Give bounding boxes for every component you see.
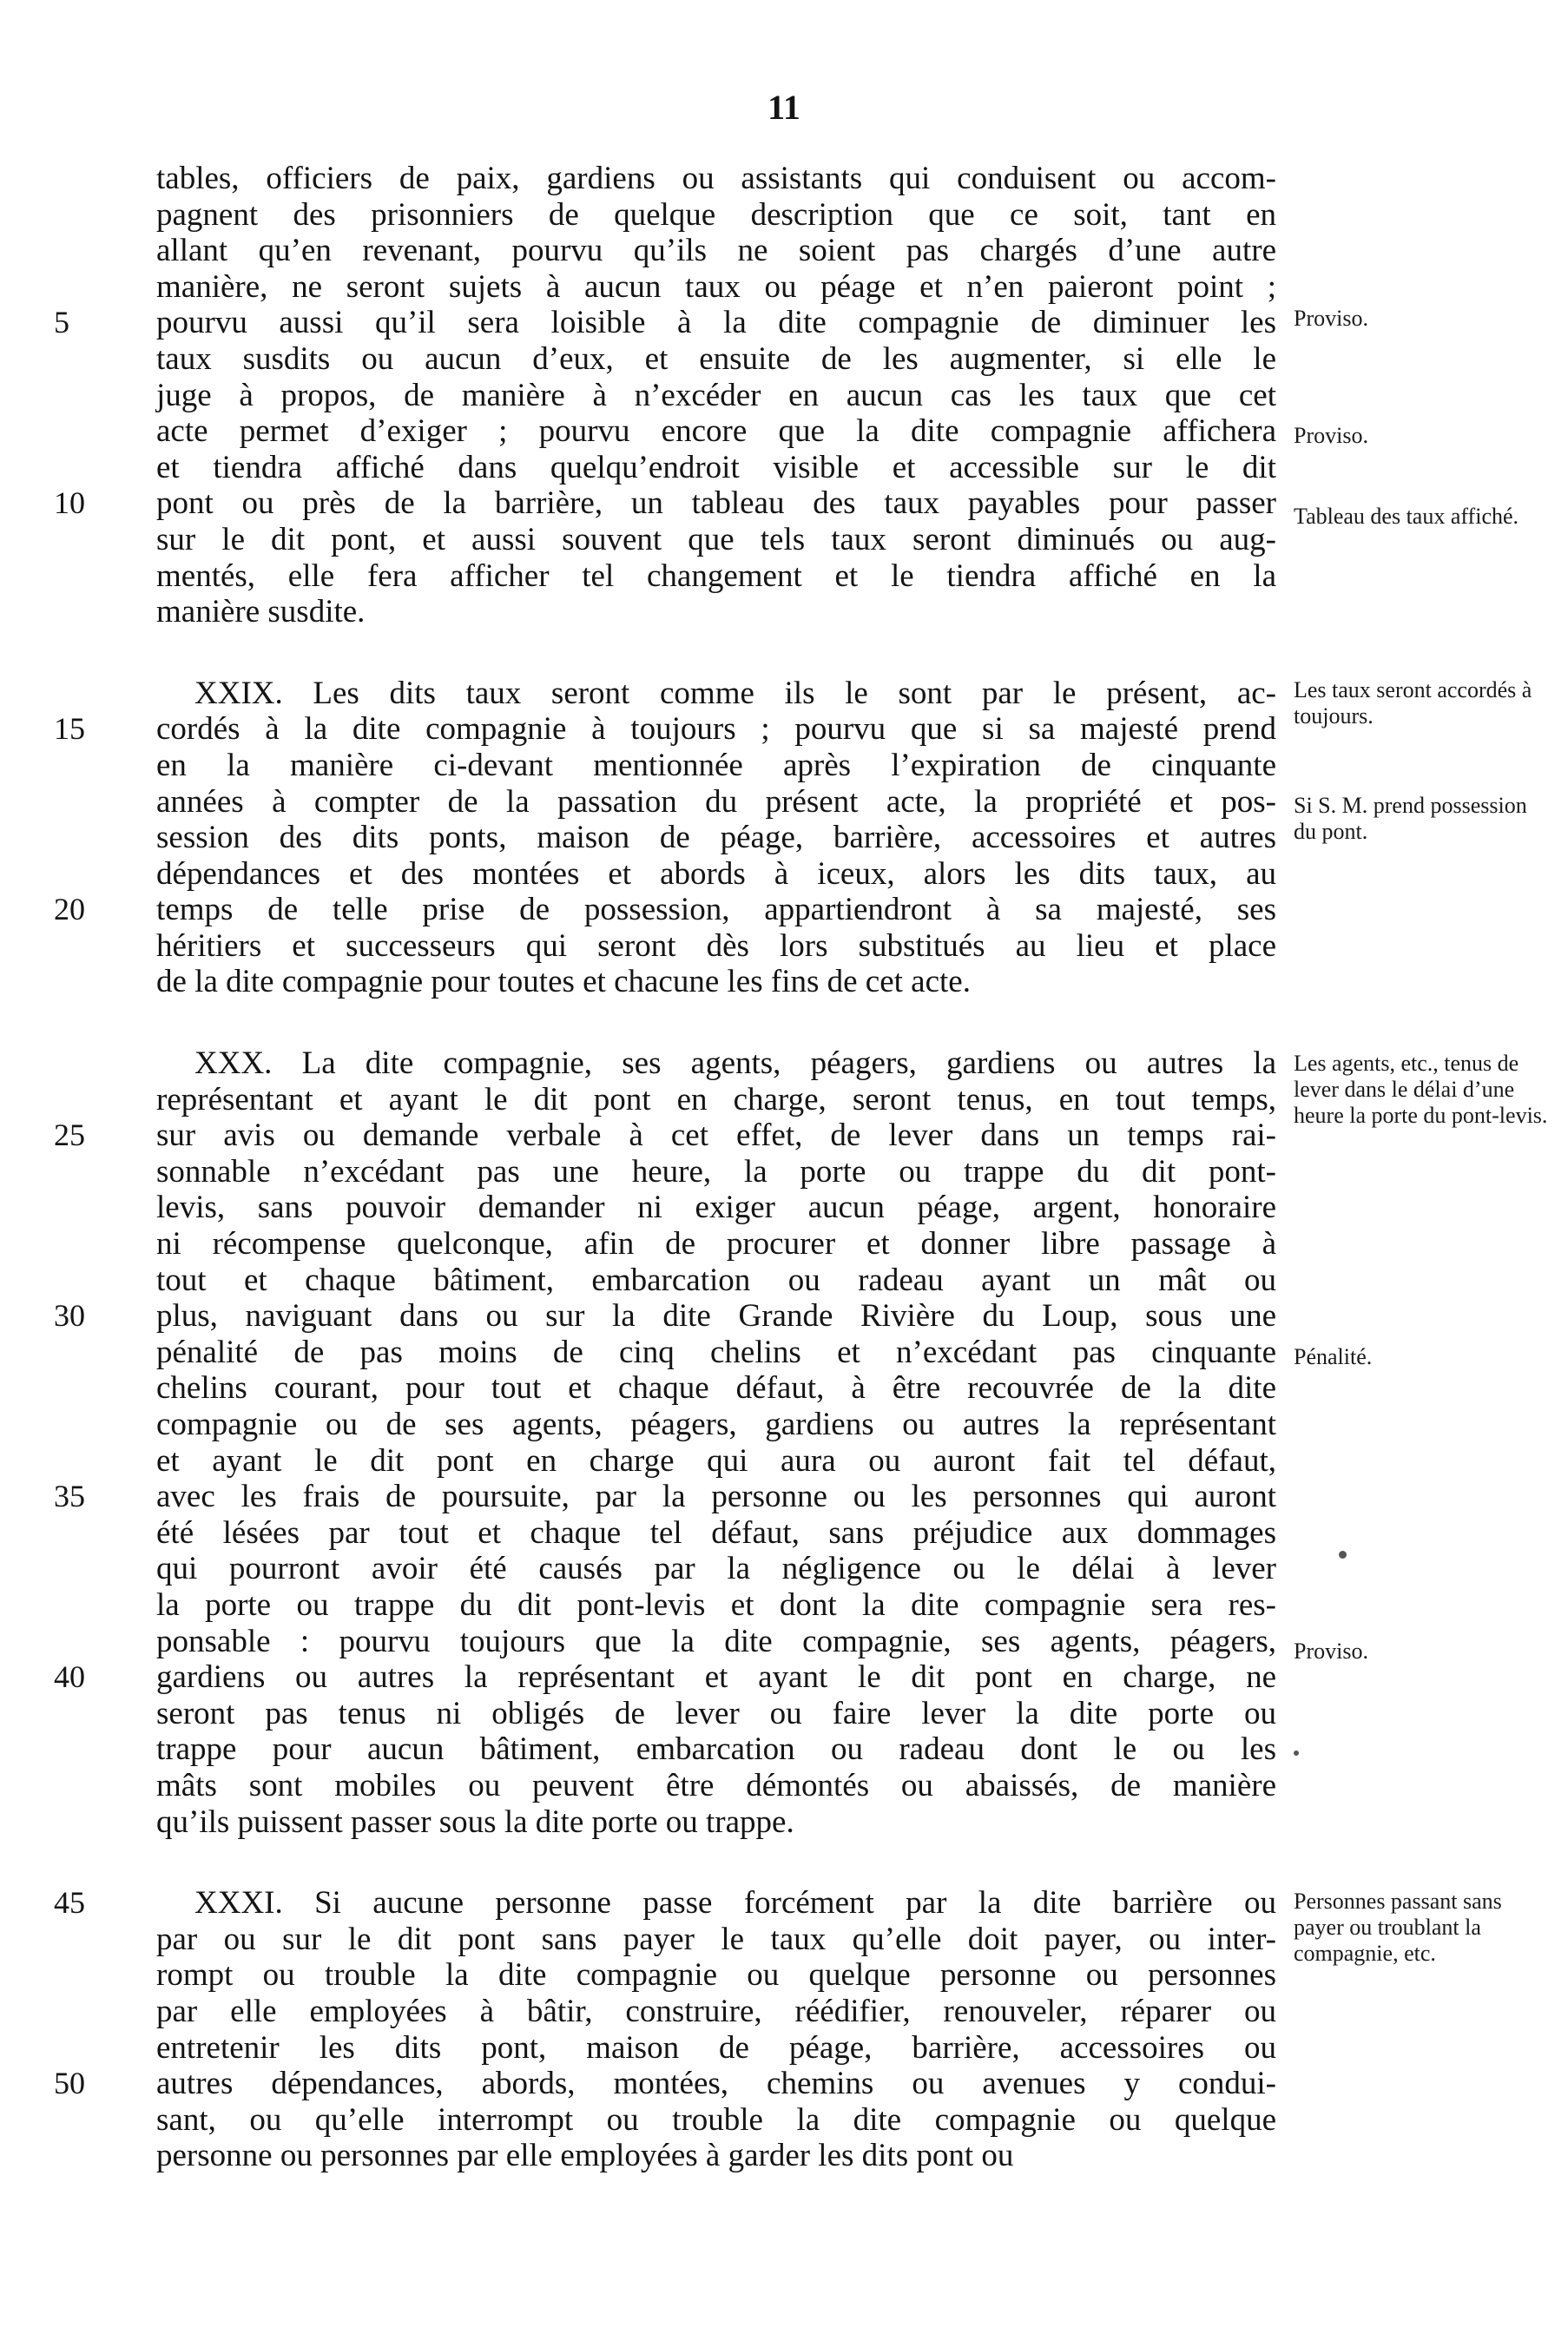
text-line <box>156 1994 1276 2030</box>
margin-note: Si S. M. prend possession du pont. <box>1294 793 1527 844</box>
line-number: 5 <box>54 305 69 340</box>
margin-note: Proviso. <box>1294 423 1368 448</box>
line-text: chelins courant, pour tout et chaque défaut, à être recouvrée de la dite <box>156 1370 1276 1407</box>
margin-note: Proviso. <box>1294 306 1368 331</box>
text-line <box>54 711 1276 748</box>
line-number: 35 <box>54 1479 85 1514</box>
paragraph <box>54 1885 1276 2174</box>
line-text: en la manière ci-devant mentionnée après l’expiration de cinquante <box>156 747 1276 783</box>
line-text: XXX. La dite compagnie, ses agents, péagers, gardiens ou autres la <box>194 1045 1276 1082</box>
line-text: personne ou personnes par elle employées à garder les dits pont ou <box>156 2138 1014 2174</box>
line-number: 30 <box>54 1298 85 1334</box>
line-text: qu’ils puissent passer sous la dite porte ou trappe. <box>156 1803 794 1840</box>
text-line <box>54 892 1276 928</box>
text-line <box>156 1731 1276 1768</box>
text-line <box>156 1407 1276 1443</box>
text-line <box>156 269 1276 306</box>
line-text: et tiendra affiché dans quelqu’endroit visible et accessible sur le dit <box>156 449 1276 485</box>
line-text: gardiens ou autres la représentant et ayant le dit pont en charge, ne <box>156 1659 1276 1696</box>
line-text: allant qu’en revenant, pourvu qu’ils ne soient pas chargés d’une autre <box>156 233 1276 269</box>
line-text: session des dits ponts, maison de péage, barrière, accessoires et autres <box>156 820 1276 856</box>
text-line <box>156 1551 1276 1587</box>
text-line <box>156 413 1276 450</box>
paragraph <box>54 675 1276 1000</box>
text-line <box>54 1885 1276 1922</box>
text-line <box>156 676 1276 712</box>
text-line <box>156 1804 1276 1841</box>
line-number: 10 <box>54 485 85 521</box>
text-line <box>156 1190 1276 1226</box>
text-line <box>156 1587 1276 1624</box>
text-line <box>54 1118 1276 1154</box>
line-text: années à compter de la passation du présent acte, la propriété et pos- <box>156 783 1276 820</box>
line-text: sur le dit pont, et aussi souvent que tels taux seront diminués ou aug- <box>156 521 1276 557</box>
text-line <box>156 1154 1276 1190</box>
line-text: et ayant le dit pont en charge qui aura ou auront fait tel défaut, <box>156 1442 1276 1479</box>
line-text: par ou sur le dit pont sans payer le taux qu’elle doit payer, ou inter- <box>156 1921 1276 1957</box>
text-line <box>156 1335 1276 1371</box>
line-text: entretenir les dits pont, maison de péage, barrière, accessoires ou <box>156 2029 1276 2066</box>
text-line <box>156 1696 1276 1732</box>
text-line <box>156 2030 1276 2067</box>
text-line <box>156 378 1276 414</box>
text-line <box>54 1298 1276 1335</box>
text-line <box>156 161 1276 197</box>
line-text: autres dépendances, abords, montées, chemins ou avenues y condui- <box>156 2066 1276 2102</box>
line-text: pagnent des prisonniers de quelque description que ce soit, tant en <box>156 196 1276 233</box>
line-number: 20 <box>54 892 85 927</box>
line-text: tout et chaque bâtiment, embarcation ou radeau ayant un mât ou <box>156 1262 1276 1298</box>
line-text: qui pourront avoir été causés par la négligence ou le délai à lever <box>156 1551 1276 1587</box>
line-text: XXXI. Si aucune personne passe forcément par la dite barrière ou <box>194 1885 1276 1922</box>
line-text: sur avis ou demande verbale à cet effet, de lever dans un temps rai- <box>156 1118 1276 1154</box>
text-line <box>156 748 1276 784</box>
paragraph <box>54 161 1276 630</box>
line-text: ni récompense quelconque, afin de procurer et donner libre passage à <box>156 1226 1276 1263</box>
line-text: été lésées par tout et chaque tel défaut, sans préjudice aux dommages <box>156 1514 1276 1551</box>
text-line <box>156 558 1276 595</box>
line-text: levis, sans pouvoir demander ni exiger aucun péage, argent, honoraire <box>156 1190 1276 1226</box>
line-text: juge à propos, de manière à n’excéder en aucun cas les taux que cet <box>156 377 1276 413</box>
line-text: rompt ou trouble la dite compagnie ou quelque personne ou personnes <box>156 1957 1276 1994</box>
text-line <box>156 197 1276 234</box>
line-text: trappe pour aucun bâtiment, embarcation ou radeau dont le ou les <box>156 1731 1276 1768</box>
text-line <box>156 964 1276 1000</box>
line-text: pénalité de pas moins de cinq chelins et n’excédant pas cinquante <box>156 1334 1276 1370</box>
line-text: pont ou près de la barrière, un tableau des taux payables pour passer <box>156 485 1276 522</box>
margin-note: Personnes passant sans payer ou troublant la compagnie, etc. <box>1294 1889 1502 1966</box>
text-line <box>156 341 1276 378</box>
text-line <box>54 305 1276 341</box>
text-line <box>54 2066 1276 2102</box>
text-line <box>156 1370 1276 1407</box>
margin-note: Tableau des taux affiché. <box>1294 504 1519 529</box>
text-line <box>156 1624 1276 1660</box>
line-number: 40 <box>54 1659 85 1695</box>
line-text: avec les frais de poursuite, par la personne ou les personnes qui auront <box>156 1479 1276 1515</box>
line-text: compagnie ou de ses agents, péagers, gardiens ou autres la représentant <box>156 1407 1276 1442</box>
line-text: manière susdite. <box>156 594 366 630</box>
text-line <box>156 1226 1276 1263</box>
line-text: acte permet d’exiger ; pourvu encore que la dite compagnie affichera <box>156 413 1276 450</box>
line-text: dépendances et des montées et abords à iceux, alors les dits taux, au <box>156 855 1276 892</box>
line-text: ponsable : pourvu toujours que la dite compagnie, ses agents, péagers, <box>156 1623 1276 1659</box>
text-line <box>156 2102 1276 2139</box>
text-line <box>54 1659 1276 1696</box>
text-line <box>156 1957 1276 1994</box>
line-number: 45 <box>54 1885 85 1921</box>
margin-note: Proviso. <box>1294 1638 1368 1664</box>
line-number: 25 <box>54 1118 85 1153</box>
line-text: pourvu aussi qu’il sera loisible à la dite compagnie de diminuer les <box>156 305 1276 341</box>
text-line <box>54 485 1276 522</box>
text-line <box>156 1515 1276 1552</box>
text-line <box>156 1922 1276 1958</box>
margin-note: Les agents, etc., tenus de lever dans le délai d’une heure la porte du pont-levis. <box>1294 1051 1548 1128</box>
line-text: sant, ou qu’elle interrompt ou trouble la dite compagnie ou quelque <box>156 2101 1276 2138</box>
margin-note: Les taux seront accordés à toujours. <box>1294 677 1532 729</box>
line-text: représentant et ayant le dit pont en charge, seront tenus, en tout temps, <box>156 1081 1276 1118</box>
text-line <box>54 1479 1276 1515</box>
text-line <box>156 820 1276 856</box>
text-line <box>156 522 1276 558</box>
page-number: 11 <box>768 88 800 127</box>
line-number: 15 <box>54 711 85 747</box>
print-speck <box>1294 1750 1299 1756</box>
line-text: cordés à la dite compagnie à toujours ; pourvu que si sa majesté prend <box>156 711 1276 748</box>
text-line <box>156 1443 1276 1480</box>
text-line <box>156 1045 1276 1082</box>
line-text: manière, ne seront sujets à aucun taux ou péage et n’en paieront point ; <box>156 268 1276 305</box>
text-line <box>156 784 1276 821</box>
line-text: mâts sont mobiles ou peuvent être démontés ou abaissés, de manière <box>156 1767 1276 1803</box>
line-text: XXIX. Les dits taux seront comme ils le sont par le présent, ac- <box>194 675 1276 711</box>
line-text: taux susdits ou aucun d’eux, et ensuite de les augmenter, si elle le <box>156 340 1276 377</box>
text-line <box>156 856 1276 893</box>
text-line <box>156 450 1276 486</box>
text-line <box>156 2138 1276 2174</box>
line-text: mentés, elle fera afficher tel changement et le tiendra affiché en la <box>156 557 1276 594</box>
line-text: par elle employées à bâtir, construire, réédifier, renouveler, réparer ou <box>156 1993 1276 2029</box>
text-line <box>156 928 1276 965</box>
line-number: 50 <box>54 2066 85 2101</box>
margin-note: Pénalité. <box>1294 1344 1373 1369</box>
line-text: de la dite compagnie pour toutes et chacune les fins de cet acte. <box>156 964 971 1000</box>
line-text: sonnable n’excédant pas une heure, la porte ou trappe du dit pont- <box>156 1153 1276 1190</box>
line-text: la porte ou trappe du dit pont-levis et dont la dite compagnie sera res- <box>156 1586 1276 1623</box>
line-text: tables, officiers de paix, gardiens ou assistants qui conduisent ou accom- <box>156 161 1276 196</box>
line-text: temps de telle prise de possession, appartiendront à sa majesté, ses <box>156 892 1276 928</box>
text-line <box>156 1263 1276 1299</box>
body-text <box>54 161 1276 2174</box>
line-text: plus, naviguant dans ou sur la dite Grande Rivière du Loup, sous une <box>156 1298 1276 1335</box>
text-line <box>156 1768 1276 1804</box>
text-line <box>156 1082 1276 1118</box>
text-line <box>156 594 1276 630</box>
line-text: héritiers et successeurs qui seront dès lors substitués au lieu et place <box>156 927 1276 964</box>
line-text: seront pas tenus ni obligés de lever ou faire lever la dite porte ou <box>156 1695 1276 1731</box>
paragraph <box>54 1045 1276 1840</box>
text-line <box>156 233 1276 269</box>
print-speck <box>1339 1551 1347 1559</box>
